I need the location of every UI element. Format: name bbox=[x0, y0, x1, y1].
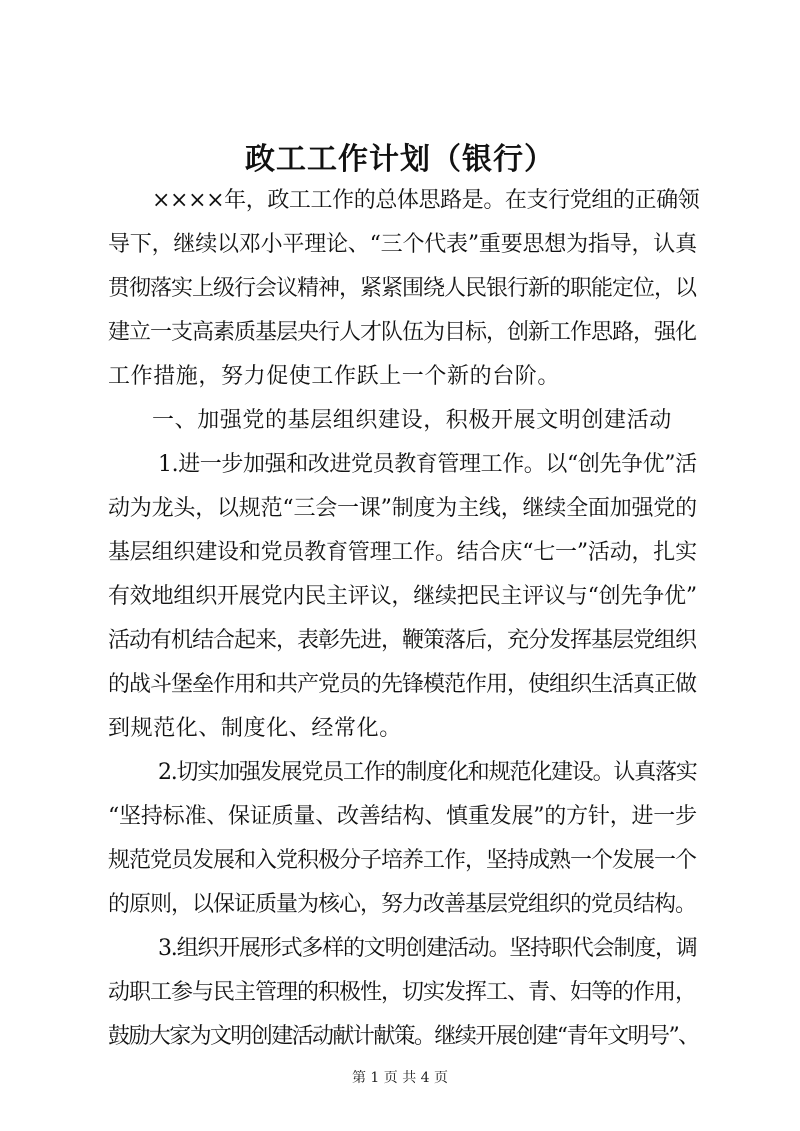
paragraph-line: ××××年，政工工作的总体思路是。在支行党组的正确领 bbox=[152, 188, 700, 213]
paragraph-line: 动职工参与民主管理的积极性，切实发挥工、青、妇等的作用， bbox=[108, 980, 697, 1005]
paragraph-line: 的战斗堡垒作用和共产党员的先锋模范作用，使组织生活真正做 bbox=[108, 672, 697, 697]
paragraph-line: 有效地组织开展党内民主评议，继续把民主评议与“创先争优” bbox=[108, 584, 697, 609]
paragraph-line: 鼓励大家为文明创建活动献计献策。继续开展创建“青年文明号”、 bbox=[108, 1024, 699, 1049]
paragraph-line: 3.组织开展形式多样的文明创建活动。坚持职代会制度，调 bbox=[158, 936, 697, 961]
paragraph-line: 活动有机结合起来，表彰先进，鞭策落后，充分发挥基层党组织 bbox=[108, 628, 697, 653]
paragraph-line: 规范党员发展和入党积极分子培养工作，坚持成熟一个发展一个 bbox=[108, 848, 697, 873]
paragraph-line: 导下，继续以邓小平理论、“三个代表”重要思想为指导，认真 bbox=[108, 232, 697, 257]
document-title: 政工工作计划（银行） bbox=[245, 142, 555, 177]
paragraph-line: “坚持标准、保证质量、改善结构、慎重发展”的方针，进一步 bbox=[108, 804, 697, 829]
section-heading: 一、加强党的基层组织建设，积极开展文明创建活动 bbox=[152, 408, 672, 433]
paragraph-line: 2.切实加强发展党员工作的制度化和规范化建设。认真落实 bbox=[158, 760, 697, 785]
paragraph-line: 基层组织建设和党员教育管理工作。结合庆“七一”活动，扎实 bbox=[108, 540, 697, 565]
paragraph-line: 建立一支高素质基层央行人才队伍为目标，创新工作思路，强化 bbox=[108, 320, 697, 345]
page-number: 第 1 页 共 4 页 bbox=[351, 1070, 449, 1086]
paragraph-line: 工作措施，努力促使工作跃上一个新的台阶。 bbox=[108, 364, 561, 389]
paragraph-line: 1.进一步加强和改进党员教育管理工作。以“创先争优”活 bbox=[158, 452, 697, 477]
paragraph-line: 的原则，以保证质量为核心，努力改善基层党组织的党员结构。 bbox=[108, 892, 697, 917]
paragraph-line: 贯彻落实上级行会议精神，紧紧围绕人民银行新的职能定位，以 bbox=[108, 276, 697, 301]
paragraph-line: 到规范化、制度化、经常化。 bbox=[108, 716, 402, 741]
paragraph-line: 动为龙头，以规范“三会一课”制度为主线，继续全面加强党的 bbox=[108, 496, 697, 521]
